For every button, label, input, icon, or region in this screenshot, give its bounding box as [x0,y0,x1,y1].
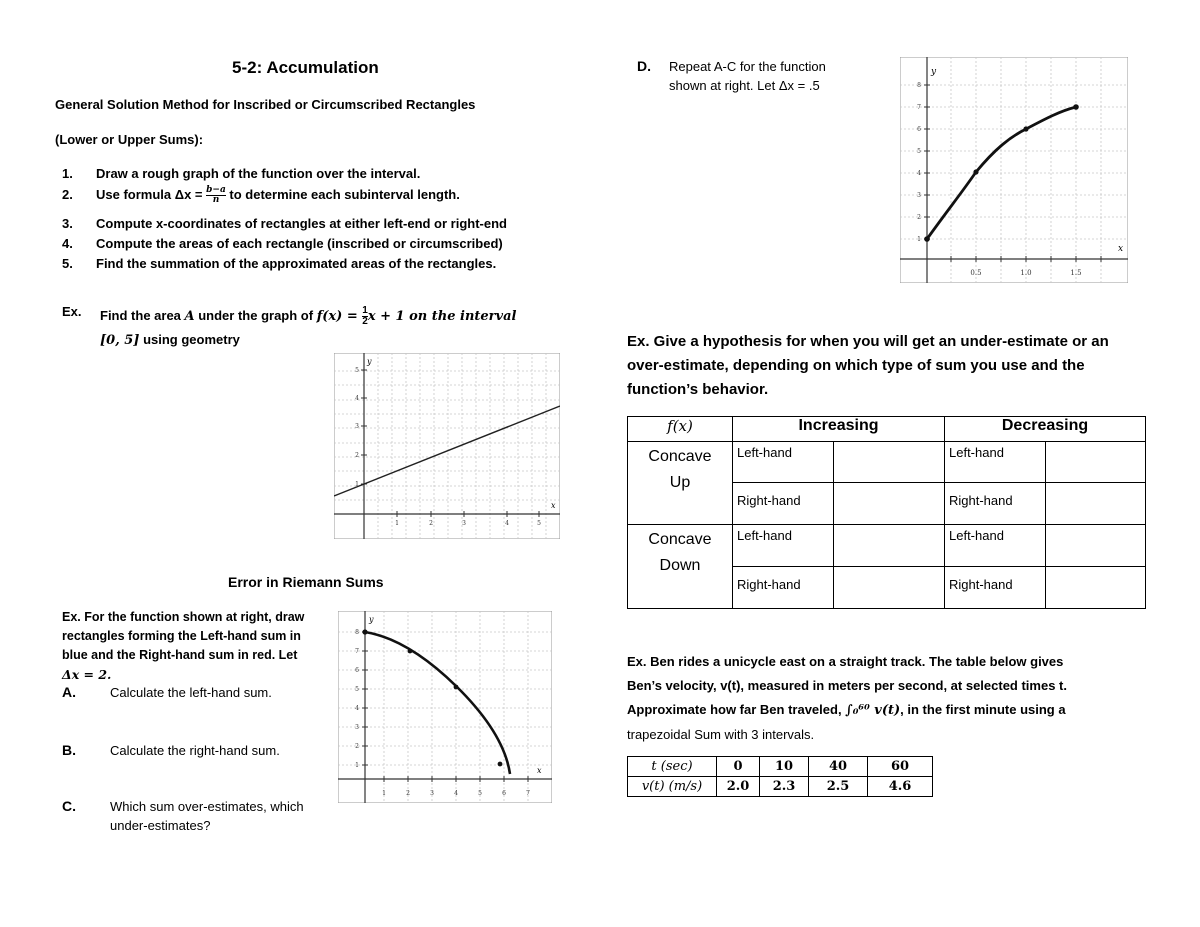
hypothesis-table [627,416,1146,609]
answer-cell[interactable] [1046,442,1146,483]
y-tick-label: 1 [355,762,359,769]
header-increasing: Increasing [733,417,945,442]
error-heading: Error in Riemann Sums [228,574,384,590]
v-value: 4.6 [868,777,933,797]
v-value: 2.0 [717,777,760,797]
x-tick-label: 2 [406,790,410,797]
answer-cell[interactable] [834,442,945,483]
answer-cell[interactable] [834,483,945,525]
item-b: B. Calculate the right-hand sum. [62,742,280,758]
t-value: 10 [760,757,809,777]
y-axis-label: y [367,357,372,366]
x-tick-label: 1.5 [1070,269,1082,277]
cell-right-hand: Right-hand [945,483,1046,525]
cell-left-hand: Left-hand [733,525,834,567]
x-tick-label: 4 [505,520,509,527]
general-method-heading: General Solution Method for Inscribed or Circumscribed Rectangles [55,97,476,112]
y-tick-label: 3 [355,724,359,731]
answer-cell[interactable] [1046,483,1146,525]
item-c: C. Which sum over-estimates, which under-estimates? [62,798,304,833]
y-tick-label: 1 [355,481,359,488]
y-tick-label: 4 [355,395,359,402]
answer-cell[interactable] [1046,525,1146,567]
y-tick-label: 8 [917,82,921,89]
v-value: 2.3 [760,777,809,797]
step-5: 5. Find the summation of the approximated areas of the rectangles. [62,256,497,271]
y-tick-label: 2 [355,452,359,459]
x-tick-label: 5 [478,790,482,797]
error-ex-text: Ex. For the function shown at right, draw rectangles forming the Left-hand sum in blue and the Right-hand sum in red. Let Δx = 2. [62,610,305,682]
step-4: 4. Compute the areas of each rectangle (inscribed or circumscribed) [62,236,503,251]
general-method-subheading: (Lower or Upper Sums): [55,132,204,147]
velocity-table [627,756,933,797]
x-tick-label: 3 [462,520,466,527]
row-concave-down: Concave Down [628,525,733,609]
step-3: 3. Compute x-coordinates of rectangles at either left-end or right-end [62,216,507,231]
cell-left-hand: Left-hand [733,442,834,483]
page-title: 5-2: Accumulation [232,58,379,77]
x-axis-label: x [551,501,556,510]
y-tick-label: 4 [355,705,359,712]
cell-left-hand: Left-hand [945,525,1046,567]
y-tick-label: 5 [355,367,359,374]
answer-cell[interactable] [1046,567,1146,609]
curve-point [498,762,503,767]
x-tick-label: 1 [382,790,386,797]
graph-increasing [900,57,1128,283]
cell-right-hand: Right-hand [945,567,1046,609]
item-a: A. Calculate the left-hand sum. [62,684,272,700]
y-axis-label: y [369,615,374,624]
t-value: 0 [717,757,760,777]
curve-point [1023,126,1028,131]
answer-cell[interactable] [834,525,945,567]
curve-point [408,649,413,654]
part-d-text: Repeat A-C for the function shown at right. Let Δx = .5 [669,59,826,93]
cell-right-hand: Right-hand [733,483,834,525]
ex1-label: Ex. [62,304,82,319]
step-1: 1. Draw a rough graph of the function over the interval. [62,166,421,181]
y-tick-label: 1 [917,236,921,243]
cell-left-hand: Left-hand [945,442,1046,483]
graph-decreasing [338,611,552,803]
integral-expression: ∫₀⁶⁰ v(t) [845,703,901,718]
curve-point [973,169,978,174]
x-tick-label: 7 [526,790,530,797]
x-tick-label: 1.0 [1020,269,1032,277]
x-axis-label: x [537,766,542,775]
y-tick-label: 7 [917,104,921,111]
y-tick-label: 2 [917,214,921,221]
header-decreasing: Decreasing [945,417,1146,442]
t-value: 60 [868,757,933,777]
hypothesis-prompt: Ex. Give a hypothesis for when you will get an under-estimate or an over-estimate, depending on which type of sum you use and the function’s behavior. [627,333,1109,398]
curve-point [454,685,459,690]
y-tick-label: 5 [355,686,359,693]
t-value: 40 [809,757,868,777]
x-tick-label: 2 [429,520,433,527]
curve-point [924,236,930,242]
step-2: 2. Use formula Δx = $\frac{b-a}{n}$ to determine each subinterval length. [62,185,460,205]
row-concave-up: Concave Up [628,442,733,525]
v-header: v(t) (m/s) [628,777,717,797]
y-tick-label: 7 [355,648,359,655]
y-tick-label: 6 [355,667,359,674]
y-tick-label: 2 [355,743,359,750]
y-tick-label: 4 [917,170,921,177]
y-tick-label: 6 [917,126,921,133]
t-header: t (sec) [628,757,717,777]
x-tick-label: 1 [395,520,399,527]
curve-point [1073,104,1079,110]
y-tick-label: 3 [355,423,359,430]
y-tick-label: 8 [355,629,359,636]
y-tick-label: 3 [917,192,921,199]
v-value: 2.5 [809,777,868,797]
part-d-label: D. [637,58,651,74]
answer-cell[interactable] [834,567,945,609]
ben-problem: Ex. Ben rides a unicycle east on a straight track. The table below gives Ben’s velocity, v(t), measured in meters per second, at selected times t. Approximate how far Ben traveled, ∫₀⁶⁰ v(t), in the first minute using a trapezoidal Sum with 3 intervals. [627,654,1067,742]
y-tick-label: 5 [917,148,921,155]
x-tick-label: 3 [430,790,434,797]
ex1-line2: [0, 5] using geometry [100,332,240,348]
x-axis-label: x [1118,244,1124,254]
x-tick-label: 4 [454,790,458,797]
curve-point [362,629,367,634]
cell-right-hand: Right-hand [733,567,834,609]
graph-linear [334,353,560,539]
x-tick-label: 6 [502,790,506,797]
ex1-line1: Find the area A under the graph of f(x) = $\frac{1}{2}$ x + 1 on the interval [100,305,517,328]
x-tick-label: 5 [537,520,541,527]
x-tick-label: 0.5 [970,269,982,277]
header-fx: f(x) [628,417,733,442]
y-axis-label: y [931,67,937,77]
